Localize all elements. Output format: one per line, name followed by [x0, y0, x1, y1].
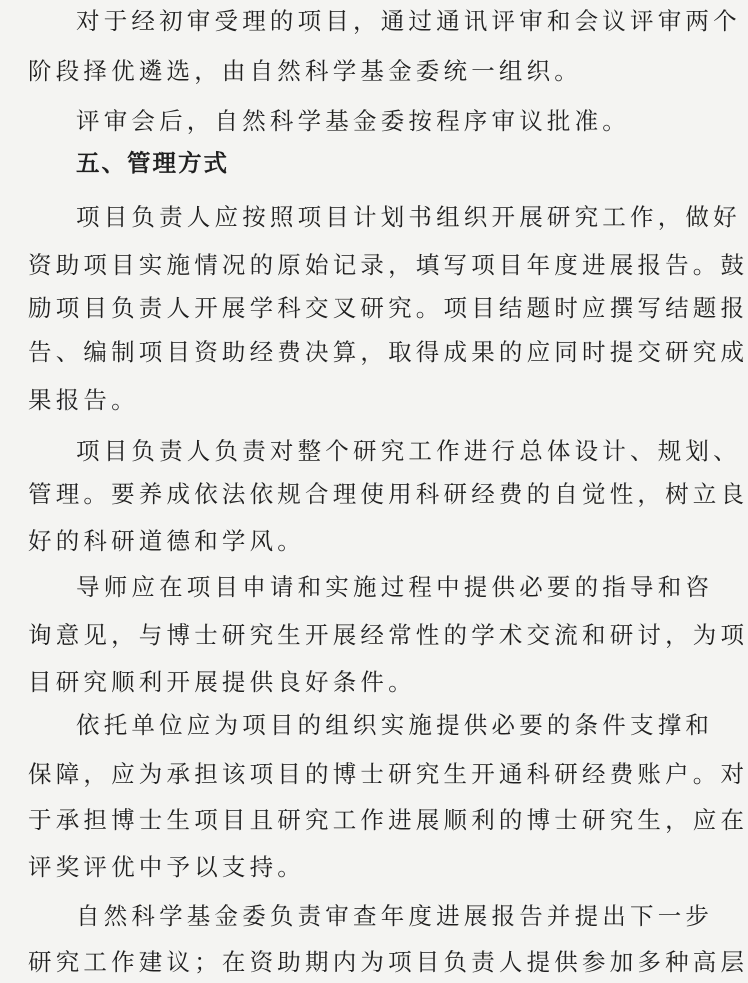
- text-line: 依托单位应为项目的组织实施提供必要的条件支撑和: [76, 711, 714, 739]
- text-line: 阶段择优遴选，由自然科学基金委统一组织。: [28, 57, 582, 85]
- text-line: 告、编制项目资助经费决算，取得成果的应同时提交研究成: [28, 338, 748, 366]
- text-line: 自然科学基金委负责审查年度进展报告并提出下一步: [76, 902, 714, 930]
- text-line: 评审会后，自然科学基金委按程序审议批准。: [76, 107, 630, 135]
- text-line: 研究工作建议；在资助期内为项目负责人提供参加多种高层: [28, 948, 748, 976]
- text-line: 资助项目实施情况的原始记录，填写项目年度进展报告。鼓: [28, 251, 748, 279]
- text-line: 导师应在项目申请和实施过程中提供必要的指导和咨: [76, 573, 714, 601]
- text-line: 管理。要养成依法依规合理使用科研经费的自觉性，树立良: [28, 480, 748, 508]
- text-line: 项目负责人负责对整个研究工作进行总体设计、规划、: [76, 437, 741, 465]
- text-line: 于承担博士生项目且研究工作进展顺利的博士研究生，应在: [28, 806, 748, 834]
- text-line: 评奖评优中予以支持。: [28, 853, 305, 881]
- text-line: 询意见，与博士研究生开展经常性的学术交流和研讨，为项: [28, 621, 748, 649]
- text-line: 对于经初审受理的项目，通过通讯评审和会议评审两个: [76, 7, 741, 35]
- text-line: 果报告。: [28, 386, 139, 414]
- text-line: 励项目负责人开展学科交叉研究。项目结题时应撰写结题报: [28, 294, 748, 322]
- text-line: 目研究顺利开展提供良好条件。: [28, 668, 416, 696]
- text-line: 保障，应为承担该项目的博士研究生开通科研经费账户。对: [28, 760, 748, 788]
- text-line: 好的科研道德和学风。: [28, 527, 305, 555]
- section-heading: 五、管理方式: [76, 149, 229, 177]
- text-line: 项目负责人应按照项目计划书组织开展研究工作，做好: [76, 203, 741, 231]
